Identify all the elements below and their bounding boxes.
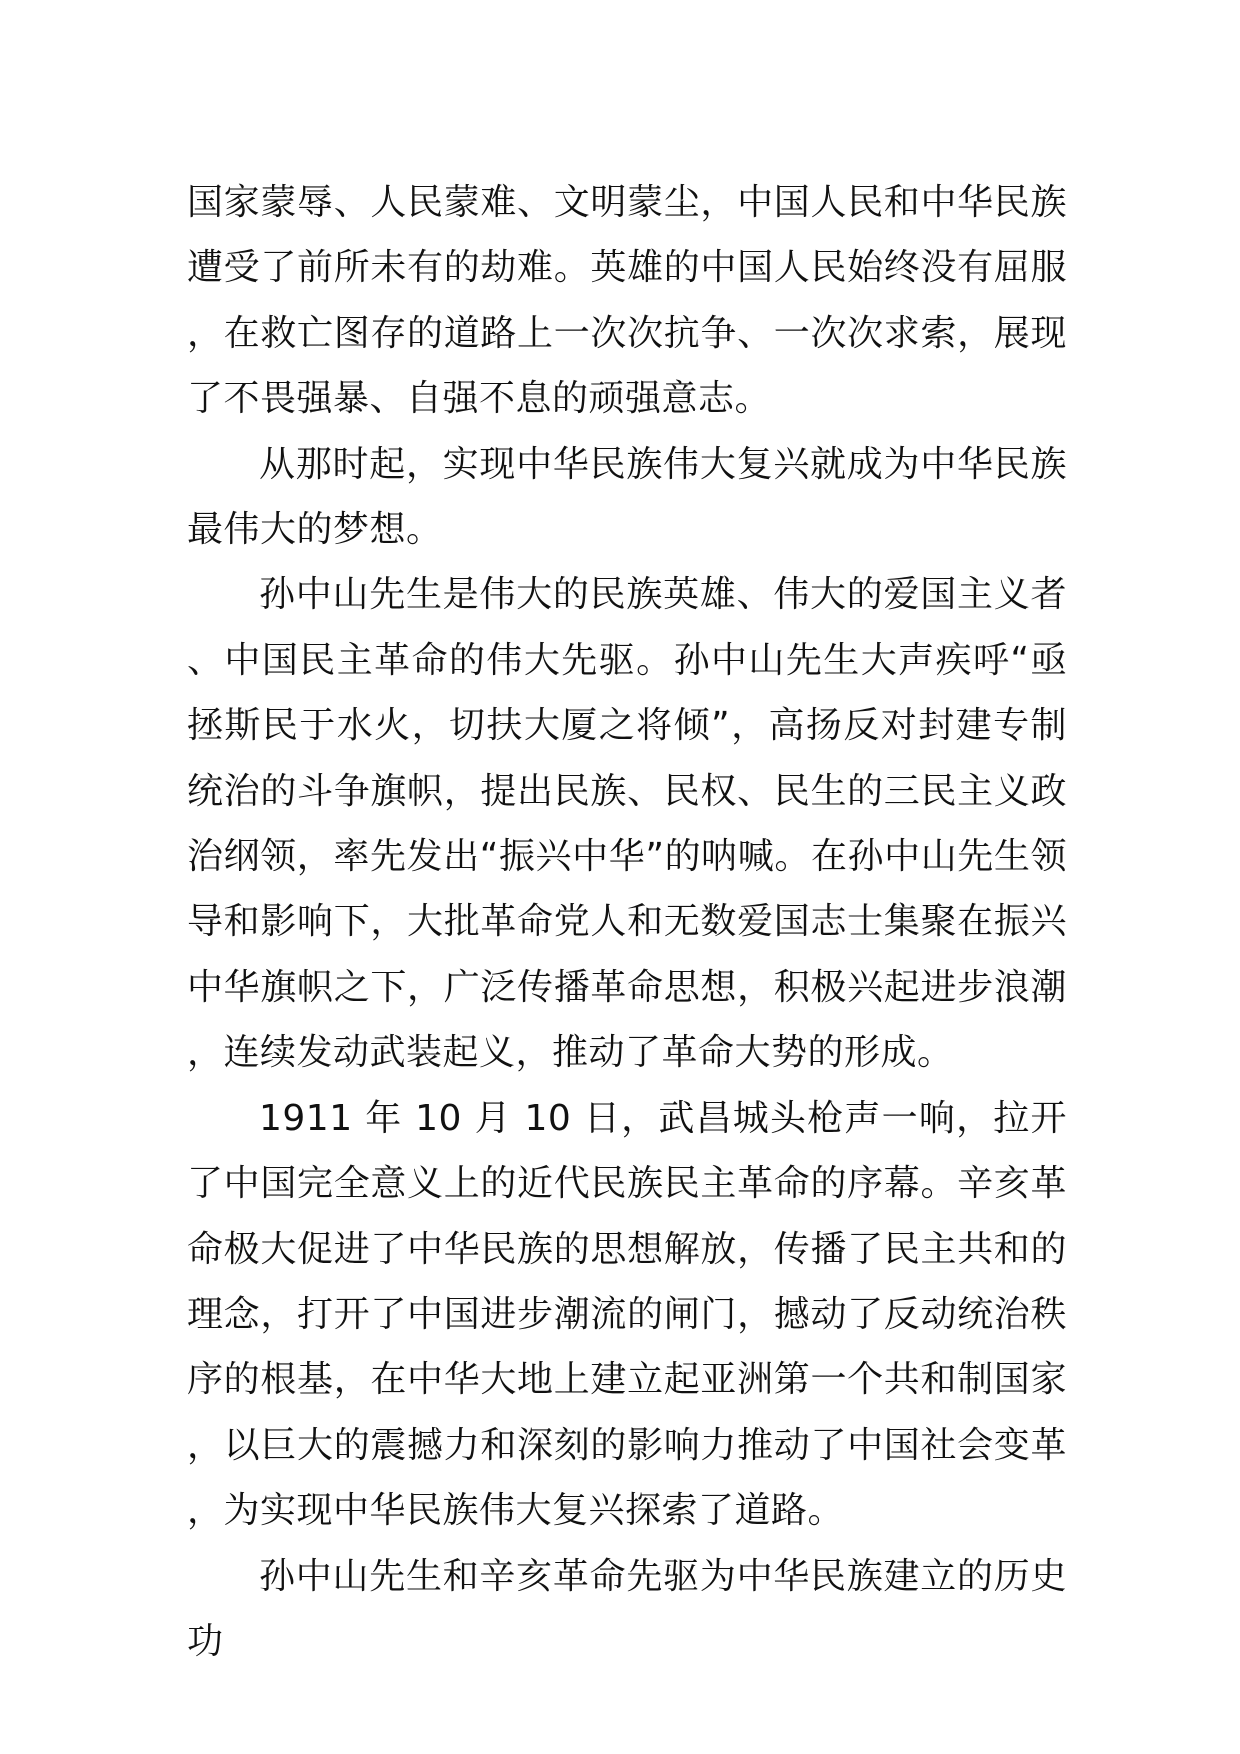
paragraph-1: 国家蒙辱、人民蒙难、文明蒙尘，中国人民和中华民族遭受了前所未有的劫难。英雄的中国人民始终没有屈服，在救亡图存的道路上一次次抗争、一次次求索，展现了不畏强暴、自强不息的顽强意志。: [187, 182, 1067, 420]
paragraph-4: 1911 年 10 月 10 日，武昌城头枪声一响，拉开了中国完全意义上的近代民族民主革命的序幕。辛亥革命极大促进了中华民族的思想解放，传播了民主共和的理念，打开了中国进步潮流的闸门，撼动了反动统治秩序的根基，在中华大地上建立起亚洲第一个共和制国家，以巨大的震撼力和深刻的影响力推动了中国社会变革，为实现中华民族伟大复兴探索了道路。: [187, 1097, 1067, 1532]
paragraph-3: 孙中山先生是伟大的民族英雄、伟大的爱国主义者、中国民主革命的伟大先驱。孙中山先生大声疾呼“亟拯斯民于水火，切扶大厦之将倾”，高扬反对封建专制统治的斗争旗帜，提出民族、民权、民生的三民主义政治纲领，率先发出“振兴中华”的呐喊。在孙中山先生领导和影响下，大批革命党人和无数爱国志士集聚在振兴中华旗帜之下，广泛传播革命思想，积极兴起进步浪潮，连续发动武装起义，推动了革命大势的形成。: [187, 574, 1067, 1074]
paragraph-2: 从那时起，实现中华民族伟大复兴就成为中华民族最伟大的梦想。: [187, 443, 1067, 551]
paragraph-5: 孙中山先生和辛亥革命先驱为中华民族建立的历史功: [187, 1555, 1067, 1662]
document-body: [187, 170, 1067, 1674]
